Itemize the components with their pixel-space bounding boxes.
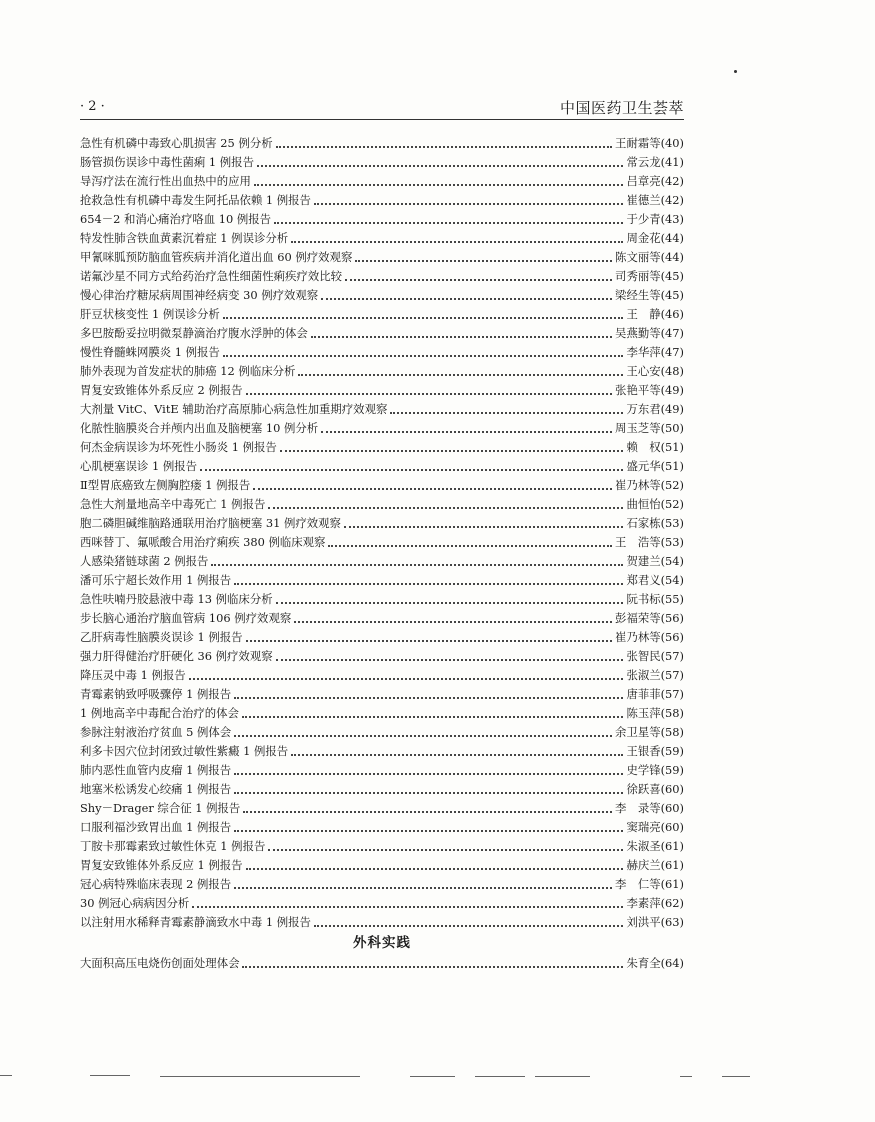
dot-leader <box>291 754 623 756</box>
toc-entry <box>80 267 684 286</box>
dot-leader <box>223 355 624 357</box>
toc-entry <box>80 476 684 495</box>
entry-title: 大剂量 VitC、VitE 辅助治疗高原肺心病急性加重期疗效观察 <box>80 402 388 416</box>
entry-author-page: 阮书标(55) <box>626 592 684 606</box>
dot-leader <box>276 146 612 148</box>
dot-leader <box>314 203 624 205</box>
entry-title: 肠管损伤误诊中毒性菌痢 1 例报告 <box>80 155 254 169</box>
dot-leader <box>234 735 612 737</box>
entry-author-page: 郑君义(54) <box>626 573 684 587</box>
entry-author-page: 曲恒怡(52) <box>626 497 684 511</box>
entry-title: 胞二磷胆碱维脑路通联用治疗脑梗塞 31 例疗效观察 <box>80 516 341 530</box>
scan-rule <box>410 1076 455 1077</box>
entry-title: 654－2 和消心痛治疗咯血 10 例报告 <box>80 212 272 226</box>
header-rule <box>80 119 684 120</box>
entry-title: Ⅱ型胃底癌致左侧胸腔瘘 1 例报告 <box>80 478 251 492</box>
dot-leader <box>276 602 624 604</box>
entry-author-page: 李华萍(47) <box>626 345 684 359</box>
dot-leader <box>246 393 612 395</box>
dot-leader <box>254 184 624 186</box>
entry-author-page: 张智民(57) <box>626 649 684 663</box>
dot-leader <box>253 488 612 490</box>
entry-author-page: 于少青(43) <box>626 212 684 226</box>
entry-title: 地塞米松诱发心绞痛 1 例报告 <box>80 782 232 796</box>
dot-leader <box>234 887 612 889</box>
entry-title: 降压灵中毒 1 例报告 <box>80 668 186 682</box>
entry-title: 甲氰咪胍预防脑血管疾病并消化道出血 60 例疗效观察 <box>80 250 353 264</box>
entry-author-page: 贺建兰(54) <box>626 554 684 568</box>
toc-entry <box>80 229 684 248</box>
toc-entry <box>80 761 684 780</box>
toc-entry <box>80 457 684 476</box>
entry-title: 化脓性脑膜炎合并颅内出血及脑梗塞 10 例分析 <box>80 421 319 435</box>
toc-entry <box>80 248 684 267</box>
entry-title: 潘可乐宁超长效作用 1 例报告 <box>80 573 232 587</box>
entry-author-page: 李 仁等(61) <box>615 877 684 891</box>
toc-entry <box>80 343 684 362</box>
entry-author-page: 赖 权(51) <box>626 440 684 454</box>
entry-title: 人感染猪链球菌 2 例报告 <box>80 554 209 568</box>
dot-leader <box>321 431 612 433</box>
dot-leader <box>268 507 623 509</box>
toc-entry <box>80 362 684 381</box>
entry-author-page: 赫庆兰(61) <box>626 858 684 872</box>
scan-speck <box>734 70 737 73</box>
entry-author-page: 唐菲菲(57) <box>626 687 684 701</box>
toc-entry <box>80 514 684 533</box>
toc-entry <box>80 381 684 400</box>
scan-rule <box>0 1075 12 1076</box>
entry-author-page: 张艳平等(49) <box>615 383 684 397</box>
entry-author-page: 王心安(48) <box>626 364 684 378</box>
entry-title: 30 例冠心病病因分析 <box>80 896 190 910</box>
dot-leader <box>234 583 623 585</box>
entry-title: 急性呋喃丹胶悬液中毒 13 例临床分析 <box>80 592 273 606</box>
entry-author-page: 崔乃林等(56) <box>615 630 684 644</box>
toc-entry <box>80 647 684 666</box>
entry-title: 乙肝病毒性脑膜炎误诊 1 例报告 <box>80 630 243 644</box>
dot-leader <box>280 450 624 452</box>
entry-title: 肝豆状核变性 1 例误诊分析 <box>80 307 220 321</box>
entry-title: 强力肝得健治疗肝硬化 36 例疗效观察 <box>80 649 273 663</box>
entry-author-page: 梁经生等(45) <box>615 288 684 302</box>
entry-author-page: 徐跃喜(60) <box>626 782 684 796</box>
entry-title: 参脉注射液治疗贫血 5 例体会 <box>80 725 232 739</box>
toc-entry <box>80 191 684 210</box>
dot-leader <box>345 279 612 281</box>
dot-leader <box>234 792 623 794</box>
entry-author-page: 王耐霜等(40) <box>615 136 684 150</box>
toc-entry <box>80 837 684 856</box>
dot-leader <box>257 165 623 167</box>
toc-entry <box>80 723 684 742</box>
entry-author-page: 吴燕勤等(47) <box>615 326 684 340</box>
entry-author-page: 陈玉萍(58) <box>626 706 684 720</box>
entry-title: 心肌梗塞误诊 1 例报告 <box>80 459 198 473</box>
entry-title: 多巴胺酚妥拉明微泵静滴治疗腹水浮肿的体会 <box>80 326 308 340</box>
toc-entry <box>80 172 684 191</box>
entry-author-page: 余卫星等(58) <box>615 725 684 739</box>
toc-entry <box>80 856 684 875</box>
entry-author-page: 崔德兰(42) <box>626 193 684 207</box>
entry-author-page: 石家栋(53) <box>626 516 684 530</box>
entry-author-page: 陈文丽等(44) <box>615 250 684 264</box>
entry-title: 步长脑心通治疗脑血管病 106 例疗效观察 <box>80 611 292 625</box>
dot-leader <box>355 260 612 262</box>
toc-entry <box>80 666 684 685</box>
section-heading: 外科实践 <box>353 935 411 951</box>
entry-title: 急性有机磷中毒致心肌损害 25 例分析 <box>80 136 273 150</box>
dot-leader <box>276 659 624 661</box>
dot-leader <box>321 298 612 300</box>
entry-author-page: 周金花(44) <box>626 231 684 245</box>
entry-title: 慢心律治疗糖尿病周围神经病变 30 例疗效观察 <box>80 288 319 302</box>
toc-entries <box>80 134 684 932</box>
entry-author-page: 李素萍(62) <box>626 896 684 910</box>
dot-leader <box>242 966 623 968</box>
toc-entry <box>80 799 684 818</box>
entry-author-page: 刘洪平(63) <box>626 915 684 929</box>
toc-entry <box>80 590 684 609</box>
toc-entry <box>80 704 684 723</box>
entry-author-page: 王银香(59) <box>626 744 684 758</box>
toc-entry <box>80 875 684 894</box>
entry-title: 以注射用水稀释青霉素静滴致水中毒 1 例报告 <box>80 915 311 929</box>
entry-title: 诺氟沙星不同方式给药治疗急性细菌性痢疾疗效比较 <box>80 269 342 283</box>
entry-title: 口服利福沙致胃出血 1 例报告 <box>80 820 232 834</box>
entry-title: 胃复安致锥体外系反应 2 例报告 <box>80 383 243 397</box>
entry-author-page: 李 录等(60) <box>615 801 684 815</box>
dot-leader <box>268 849 623 851</box>
entry-title: Shy－Drager 综合征 1 例报告 <box>80 801 241 815</box>
toc-entry <box>80 438 684 457</box>
entry-title: 特发性肺含铁血黄素沉着症 1 例误诊分析 <box>80 231 289 245</box>
dot-leader <box>344 526 623 528</box>
entry-title: 大面积高压电烧伤创面处理体会 <box>80 956 240 970</box>
dot-leader <box>192 906 623 908</box>
entry-author-page: 崔乃林等(52) <box>615 478 684 492</box>
toc-entry <box>80 210 684 229</box>
scan-rule <box>722 1076 750 1077</box>
entry-title: 胃复安致锥体外系反应 1 例报告 <box>80 858 243 872</box>
scan-rule <box>475 1076 525 1077</box>
dot-leader <box>311 336 612 338</box>
dot-leader <box>234 773 623 775</box>
dot-leader <box>291 241 623 243</box>
entry-title: 何杰金病误诊为坏死性小肠炎 1 例报告 <box>80 440 277 454</box>
entry-author-page: 吕章亮(42) <box>626 174 684 188</box>
toc-entry <box>80 495 684 514</box>
toc-entry <box>80 954 684 973</box>
toc-entry <box>80 419 684 438</box>
toc-entry <box>80 400 684 419</box>
dot-leader <box>234 697 623 699</box>
entry-author-page: 张淑兰(57) <box>626 668 684 682</box>
dot-leader <box>314 925 624 927</box>
entry-author-page: 朱淑圣(61) <box>626 839 684 853</box>
entry-title: 冠心病特殊临床表现 2 例报告 <box>80 877 232 891</box>
dot-leader <box>390 412 623 414</box>
entry-title: 抢救急性有机磷中毒发生阿托品依赖 1 例报告 <box>80 193 311 207</box>
toc-entry <box>80 913 684 932</box>
entry-title: 丁胺卡那霉素致过敏性休克 1 例报告 <box>80 839 266 853</box>
entry-title: 肺内恶性血管内皮瘤 1 例报告 <box>80 763 232 777</box>
dot-leader <box>298 374 623 376</box>
entry-author-page: 盛元华(51) <box>626 459 684 473</box>
entry-author-page: 史学锋(59) <box>626 763 684 777</box>
dot-leader <box>246 868 624 870</box>
toc-entry <box>80 571 684 590</box>
dot-leader <box>242 716 623 718</box>
entry-title: 利多卡因穴位封闭致过敏性紫癜 1 例报告 <box>80 744 289 758</box>
toc-entry <box>80 533 684 552</box>
toc-entry <box>80 609 684 628</box>
dot-leader <box>234 830 623 832</box>
entry-title: 肺外表现为首发症状的肺癌 12 例临床分析 <box>80 364 296 378</box>
entry-author-page: 朱育全(64) <box>626 956 684 970</box>
dot-leader <box>189 678 624 680</box>
scan-rule <box>535 1076 590 1077</box>
scan-rule <box>90 1075 130 1076</box>
entry-title: 导泻疗法在流行性出血热中的应用 <box>80 174 251 188</box>
entry-title: 慢性脊髓蛛网膜炎 1 例报告 <box>80 345 220 359</box>
table-of-contents <box>80 134 684 973</box>
entry-title: 1 例地高辛中毒配合治疗的体会 <box>80 706 239 720</box>
toc-entry <box>80 305 684 324</box>
toc-entry <box>80 286 684 305</box>
dot-leader <box>246 640 612 642</box>
entry-author-page: 周玉芝等(50) <box>615 421 684 435</box>
entry-title: 急性大剂量地高辛中毒死亡 1 例报告 <box>80 497 266 511</box>
entry-title: 青霉素钠致呼吸骤停 1 例报告 <box>80 687 232 701</box>
scan-rule <box>680 1076 692 1077</box>
toc-entry <box>80 780 684 799</box>
toc-entry <box>80 324 684 343</box>
toc-entry <box>80 894 684 913</box>
dot-leader <box>243 811 612 813</box>
toc-entry <box>80 742 684 761</box>
toc-entry <box>80 153 684 172</box>
entry-author-page: 司秀丽等(45) <box>615 269 684 283</box>
page-header <box>80 97 684 117</box>
dot-leader <box>328 545 612 547</box>
entry-author-page: 王 静(46) <box>626 307 684 321</box>
dot-leader <box>200 469 623 471</box>
dot-leader <box>223 317 624 319</box>
dot-leader <box>211 564 623 566</box>
entry-author-page: 常云龙(41) <box>626 155 684 169</box>
entry-title: 西咪替丁、氟哌酸合用治疗痢疾 380 例临床观察 <box>80 535 326 549</box>
toc-entry <box>80 685 684 704</box>
toc-entry <box>80 552 684 571</box>
section-entries <box>80 954 684 973</box>
toc-entry <box>80 818 684 837</box>
entry-author-page: 窦瑞亮(60) <box>626 820 684 834</box>
entry-author-page: 王 浩等(53) <box>615 535 684 549</box>
page-number: · 2 · <box>80 99 105 114</box>
toc-entry <box>80 134 684 153</box>
toc-entry <box>80 628 684 647</box>
journal-title: 中国医药卫生荟萃 <box>559 99 684 117</box>
scan-rule <box>160 1076 360 1077</box>
dot-leader <box>274 222 623 224</box>
entry-author-page: 彭福荣等(56) <box>615 611 684 625</box>
dot-leader <box>294 621 612 623</box>
entry-author-page: 万东君(49) <box>626 402 684 416</box>
